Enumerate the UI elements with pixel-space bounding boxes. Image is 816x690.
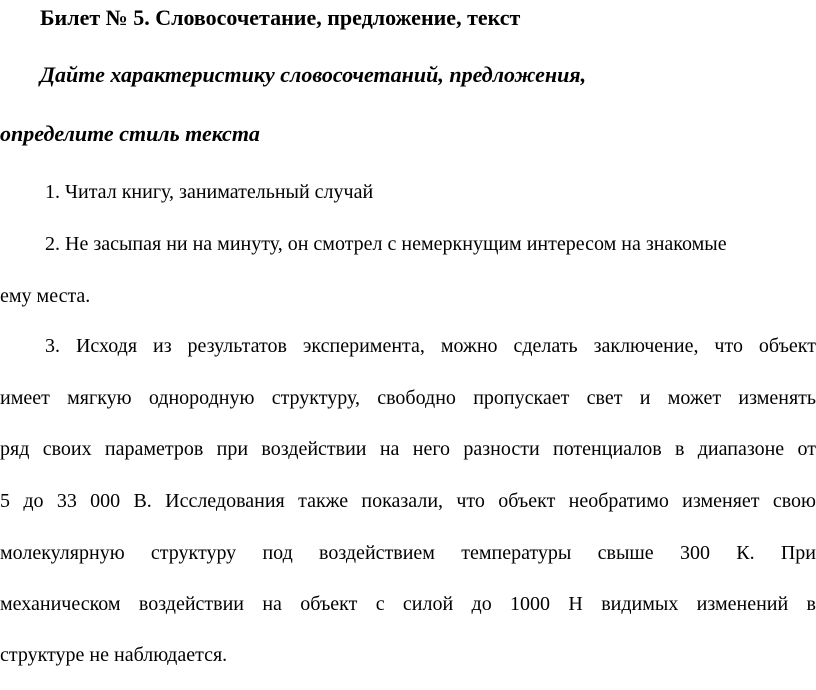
item-3-line-6-text: механическом воздействии на объект с силой до 1000 Н видимых изменений в xyxy=(0,593,816,615)
item-3-line-1-text: 3. Исходя из результатов эксперимента, можно сделать заключение, что объект xyxy=(45,335,816,357)
item-3-line-4-text: 5 до 33 000 В. Исследования также показали, что объект необратимо изменяет свою xyxy=(0,490,816,512)
item-3-line-3-text: ряд своих параметров при воздействии на него разности потенциалов в диапазоне от xyxy=(0,438,816,460)
item-3-line-1 xyxy=(45,334,816,358)
item-3-line-7: структуре не наблюдается. xyxy=(0,644,228,666)
ticket-title: Билет № 5. Словосочетание, предложение, текст xyxy=(40,5,521,30)
item-3-line-2-text: имеет мягкую однородную структуру, свободно пропускает свет и может изменять xyxy=(0,387,816,409)
item-3-line-4 xyxy=(0,489,816,513)
item-3-line-6 xyxy=(0,592,816,616)
item-2-line-2: ему места. xyxy=(0,285,91,307)
item-3-line-2 xyxy=(0,386,816,410)
item-3-line-3 xyxy=(0,437,816,461)
item-2-line-1: 2. Не засыпая ни на минуту, он смотрел с немеркнущим интересом на знакомые xyxy=(45,233,727,255)
task-instruction-line-2: определите стиль текста xyxy=(0,121,260,146)
task-instruction-line-1: Дайте характеристику словосочетаний, предложения, xyxy=(40,62,587,87)
item-3-line-5 xyxy=(0,541,816,565)
item-1-text: 1. Читал книгу, занимательный случай xyxy=(45,181,374,203)
item-3-line-5-text: молекулярную структуру под воздействием температуры свыше 300 К. При xyxy=(0,542,816,564)
